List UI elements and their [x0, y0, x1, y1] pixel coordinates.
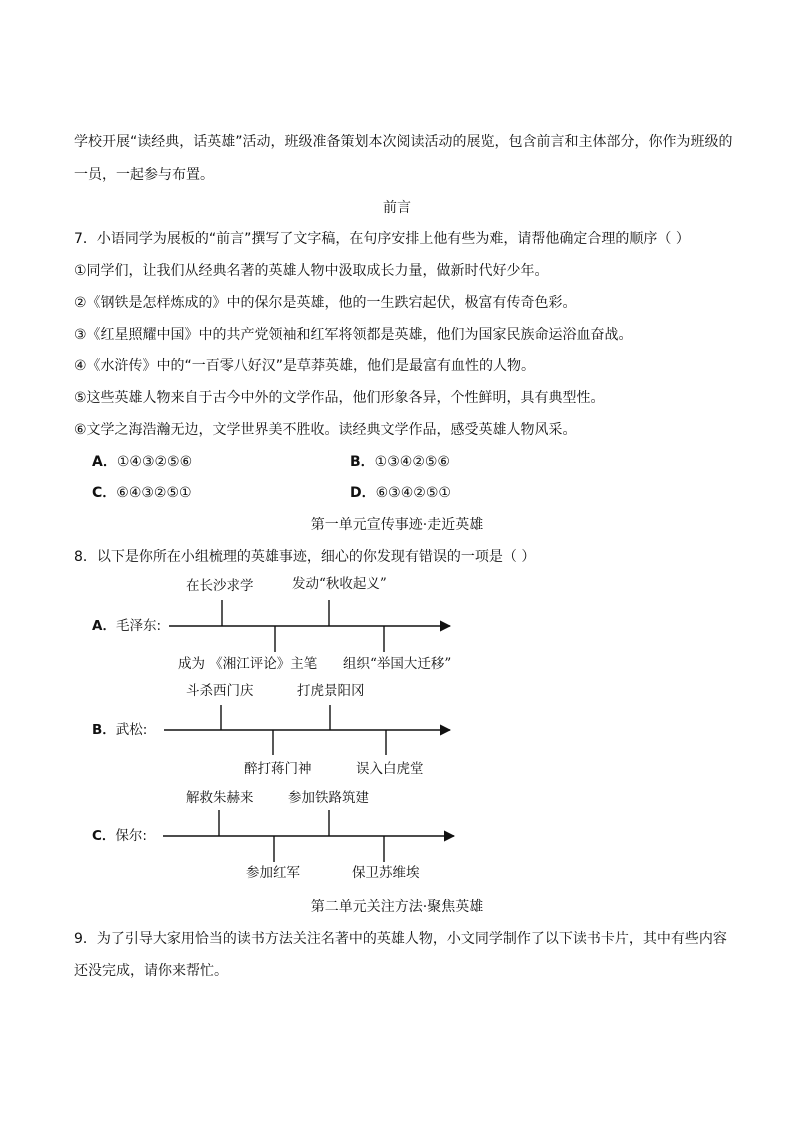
- timeline-b-event-top-1: 斗杀西门庆: [186, 683, 254, 699]
- q7-sentence-4: ④《水浒传》中的“一百零八好汉”是草莽英雄，他们是最富有血性的人物。: [74, 358, 536, 374]
- option-letter: B．: [92, 722, 116, 738]
- section-title-unit-2: 第二单元关注方法·聚焦英雄: [310, 899, 484, 915]
- timeline-b-event-bottom-2: 误入白虎堂: [356, 761, 424, 777]
- option-letter: A．: [92, 618, 116, 634]
- option-text: ⑥③④②⑤①: [375, 485, 451, 501]
- timeline-c-event-bottom-1: 参加红军: [246, 865, 300, 881]
- q7-sentence-5: ⑤这些英雄人物来自于古今中外的文学作品，他们形象各异，个性鲜明，具有典型性。: [74, 390, 605, 406]
- section-title-unit-1: 第一单元宣传事迹·走近英雄: [310, 517, 484, 533]
- option-text: ⑥④③②⑤①: [116, 485, 192, 501]
- q7-sentence-3: ③《红星照耀中国》中的共产党领袖和红军将领都是英雄，他们为国家民族命运浴血奋战。: [74, 327, 633, 343]
- question-9-line-1: 9．为了引导大家用恰当的读书方法关注名著中的英雄人物，小文同学制作了以下读书卡片，其中有些内容: [74, 931, 727, 947]
- option-text: ①④③②⑤⑥: [116, 454, 193, 470]
- hero-name: 保尔:: [115, 828, 147, 844]
- timeline-a-event-bottom-2: 组织“举国大迁移”: [343, 656, 452, 672]
- option-letter: D．: [350, 485, 376, 501]
- option-letter: A．: [92, 454, 117, 470]
- timeline-c-event-top-1: 解救朱赫来: [186, 790, 254, 806]
- option-text: ①③④②⑤⑥: [374, 454, 450, 470]
- timeline-c-event-top-2: 参加铁路筑建: [288, 790, 369, 806]
- timeline-c-name[interactable]: [92, 827, 147, 845]
- timeline-a-event-top-2: 发动“秋收起义”: [292, 576, 387, 592]
- hero-name: 武松:: [115, 722, 148, 738]
- q7-sentence-6: ⑥文学之海浩瀚无边，文学世界美不胜收。读经典文学作品，感受英雄人物风采。: [74, 422, 577, 438]
- timeline-b-name[interactable]: [92, 721, 147, 739]
- question-7-stem: 7．小语同学为展板的“前言”撰写了文字稿，在句序安排上他有些为难，请帮他确定合理的顺序（ ）: [74, 231, 690, 247]
- intro-line-1: 学校开展“读经典，话英雄”活动，班级准备策划本次阅读活动的展览，包含前言和主体部分，你作为班级的: [74, 134, 733, 150]
- timeline-b-event-top-2: 打虎景阳冈: [297, 683, 365, 699]
- intro-line-2: 一员，一起参与布置。: [74, 167, 214, 183]
- timeline-a-event-bottom-1: 成为 《湘江评论》主笔: [178, 656, 318, 672]
- option-letter: C．: [92, 485, 117, 501]
- q7-sentence-1: ①同学们，让我们从经典名著的英雄人物中汲取成长力量，做新时代好少年。: [74, 263, 549, 279]
- timeline-c-event-bottom-2: 保卫苏维埃: [352, 865, 420, 881]
- timeline-a-event-top-1: 在长沙求学: [186, 578, 254, 594]
- timeline-a-name[interactable]: [92, 617, 161, 635]
- section-title-preface: 前言: [383, 200, 411, 216]
- option-letter: B．: [350, 454, 375, 470]
- option-letter: C．: [92, 828, 116, 844]
- hero-name: 毛泽东:: [115, 618, 162, 634]
- q7-sentence-2: ②《钢铁是怎样炼成的》中的保尔是英雄，他的一生跌宕起伏，极富有传奇色彩。: [74, 295, 577, 311]
- timeline-b-event-bottom-1: 醉打蒋门神: [244, 761, 312, 777]
- question-9-line-2: 还没完成，请你来帮忙。: [74, 963, 228, 979]
- question-8-stem: 8．以下是你所在小组梳理的英雄事迹，细心的你发现有错误的一项是（ ）: [74, 549, 536, 565]
